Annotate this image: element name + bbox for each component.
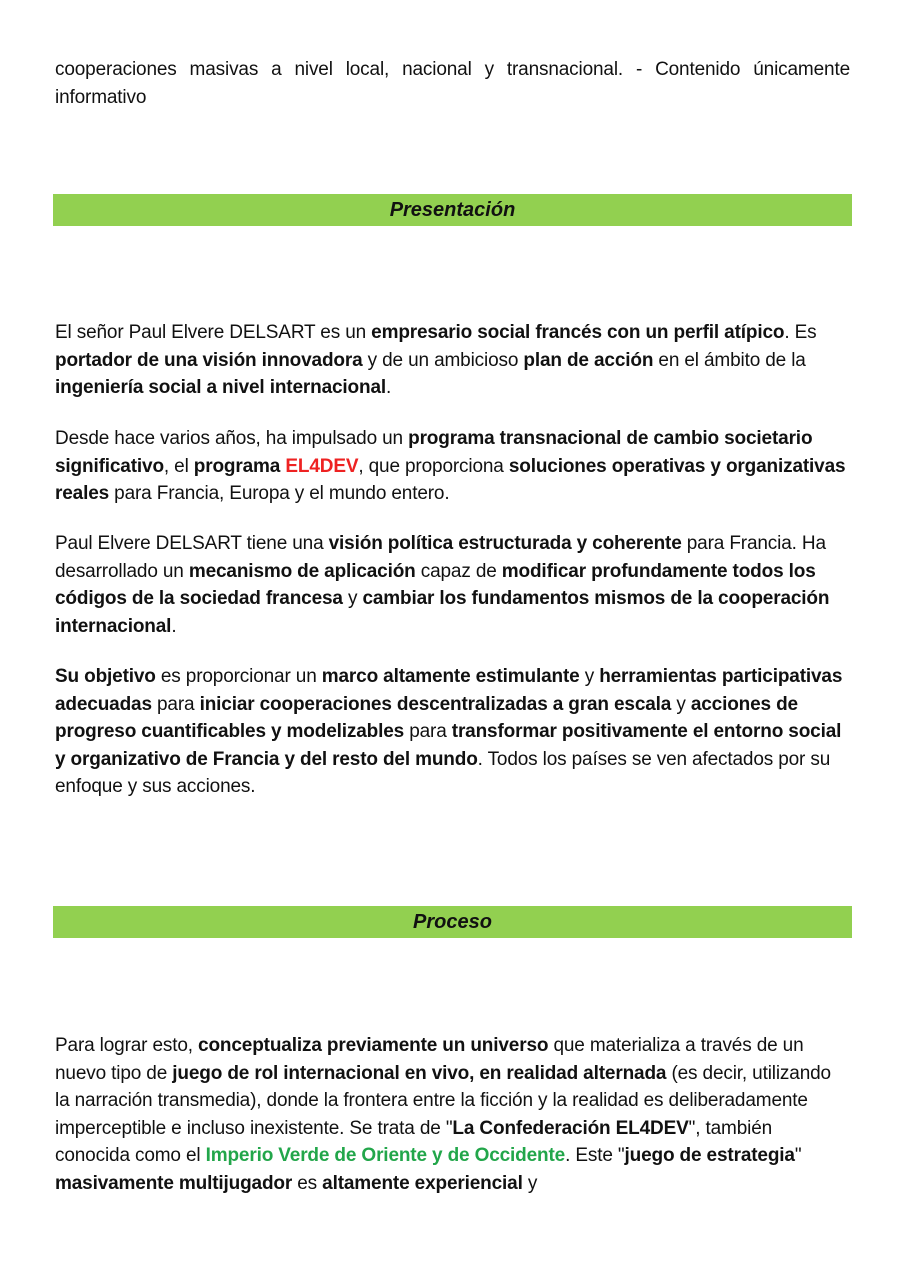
p5-text-2: que materializa a través de un nuevo tipo de	[55, 1035, 804, 1084]
p4-text-5: para	[404, 721, 452, 743]
section-header-presentacion	[53, 194, 852, 226]
imperio-verde-highlight: Imperio Verde de Oriente y de Occidente	[205, 1145, 566, 1167]
p4-text-1: es proporcionar un	[155, 666, 322, 687]
p4-bold-2: marco altamente estimulante	[321, 666, 580, 687]
p1-text-3: y de un ambicioso	[362, 349, 524, 371]
p5-text-8: y	[522, 1172, 538, 1194]
p4-bold-6: transformar positivamente el entorno social y organizativo de Francia y del resto del mundo	[55, 721, 842, 770]
section-title-proceso: Proceso	[413, 910, 492, 933]
p2-bold-3: soluciones operativas y organizativas reales	[55, 455, 846, 505]
p5-bold-2: juego de rol internacional en vivo, en realidad alternada	[172, 1062, 667, 1084]
p2-bold-1: programa transnacional de cambio societario significativo	[55, 428, 813, 477]
paragraph-objetivo	[55, 663, 850, 801]
p3-text-1: Paul Elvere DELSART tiene una	[55, 533, 329, 554]
p3-bold-2: mecanismo de aplicación	[188, 560, 416, 582]
p1-text-4: en el ámbito de la	[653, 349, 806, 371]
p5-text-5: . Este "	[565, 1145, 625, 1167]
p1-bold-3: plan de acción	[523, 349, 654, 371]
p5-text-3: (es decir, utilizando la narración transmedia), donde la frontera entre la ficción y la realidad es deliberadamente imperceptible e incluso inexistente. Se trata de "	[55, 1062, 831, 1139]
section-title-presentacion: Presentación	[389, 198, 516, 221]
p5-bold-1: conceptualiza previamente un universo	[198, 1035, 549, 1056]
p1-text-5: .	[386, 377, 392, 399]
p3-text-5: .	[171, 615, 177, 637]
p4-bold-1: Su objetivo	[55, 666, 156, 687]
p1-text-1: El señor Paul Elvere DELSART es un	[55, 322, 372, 343]
p2-text-3: , que proporciona	[358, 455, 509, 477]
p3-text-2: para Francia. Ha desarrollado un	[55, 533, 826, 582]
p2-bold-2: programa	[193, 455, 286, 477]
p5-text-4: ", también conocida como el	[55, 1117, 773, 1167]
p3-text-3: capaz de	[415, 560, 502, 582]
p4-bold-3: herramientas participativas adecuadas	[55, 666, 843, 715]
p5-bold-3: La Confederación EL4DEV	[452, 1117, 689, 1139]
p1-bold-2: portador de una visión innovadora	[55, 349, 363, 371]
p3-bold-4: cambiar los fundamentos mismos de la cooperación internacional	[55, 588, 830, 637]
intro-text: cooperaciones masivas a nivel local, nacional y transnacional. - Contenido únicamente informativo	[55, 59, 850, 108]
p4-text-2: y	[579, 666, 600, 687]
p5-text-6: "	[794, 1145, 802, 1167]
p4-text-3: para	[151, 693, 200, 715]
p1-text-2: . Es	[784, 322, 817, 343]
el4dev-highlight: EL4DEV	[285, 455, 359, 477]
p5-bold-5: masivamente multijugador	[55, 1172, 293, 1194]
p3-text-4: y	[342, 588, 363, 610]
p4-text-6: . Todos los países se ven afectados por su enfoque y sus acciones.	[55, 748, 831, 798]
p5-text-1: Para lograr esto,	[55, 1035, 199, 1056]
p1-bold-4: ingeniería social a nivel internacional	[55, 377, 386, 399]
p2-text-4: para Francia, Europa y el mundo entero.	[109, 483, 450, 505]
paragraph-vision	[55, 530, 850, 640]
p2-text-1: Desde hace varios años, ha impulsado un	[55, 428, 409, 449]
p4-text-4: y	[671, 693, 691, 715]
intro-paragraph	[55, 56, 850, 111]
p4-bold-4: iniciar cooperaciones descentralizadas a gran escala	[199, 693, 672, 715]
p4-bold-5: acciones de progreso cuantificables y modelizables	[55, 693, 798, 743]
paragraph-programa	[55, 425, 850, 508]
paragraph-proceso	[55, 1032, 850, 1198]
p5-text-7: es	[292, 1172, 323, 1194]
section-header-proceso	[53, 906, 852, 938]
p5-bold-4: juego de estrategia	[624, 1145, 795, 1167]
p1-bold-1: empresario social francés con un perfil atípico	[371, 322, 785, 343]
p2-text-2: , el	[163, 455, 194, 477]
paragraph-perfil	[55, 319, 850, 402]
p5-bold-6: altamente experiencial	[322, 1172, 523, 1194]
p3-bold-1: visión política estructurada y coherente	[328, 533, 682, 554]
p3-bold-3: modificar profundamente todos los códigos de la sociedad francesa	[55, 560, 816, 610]
